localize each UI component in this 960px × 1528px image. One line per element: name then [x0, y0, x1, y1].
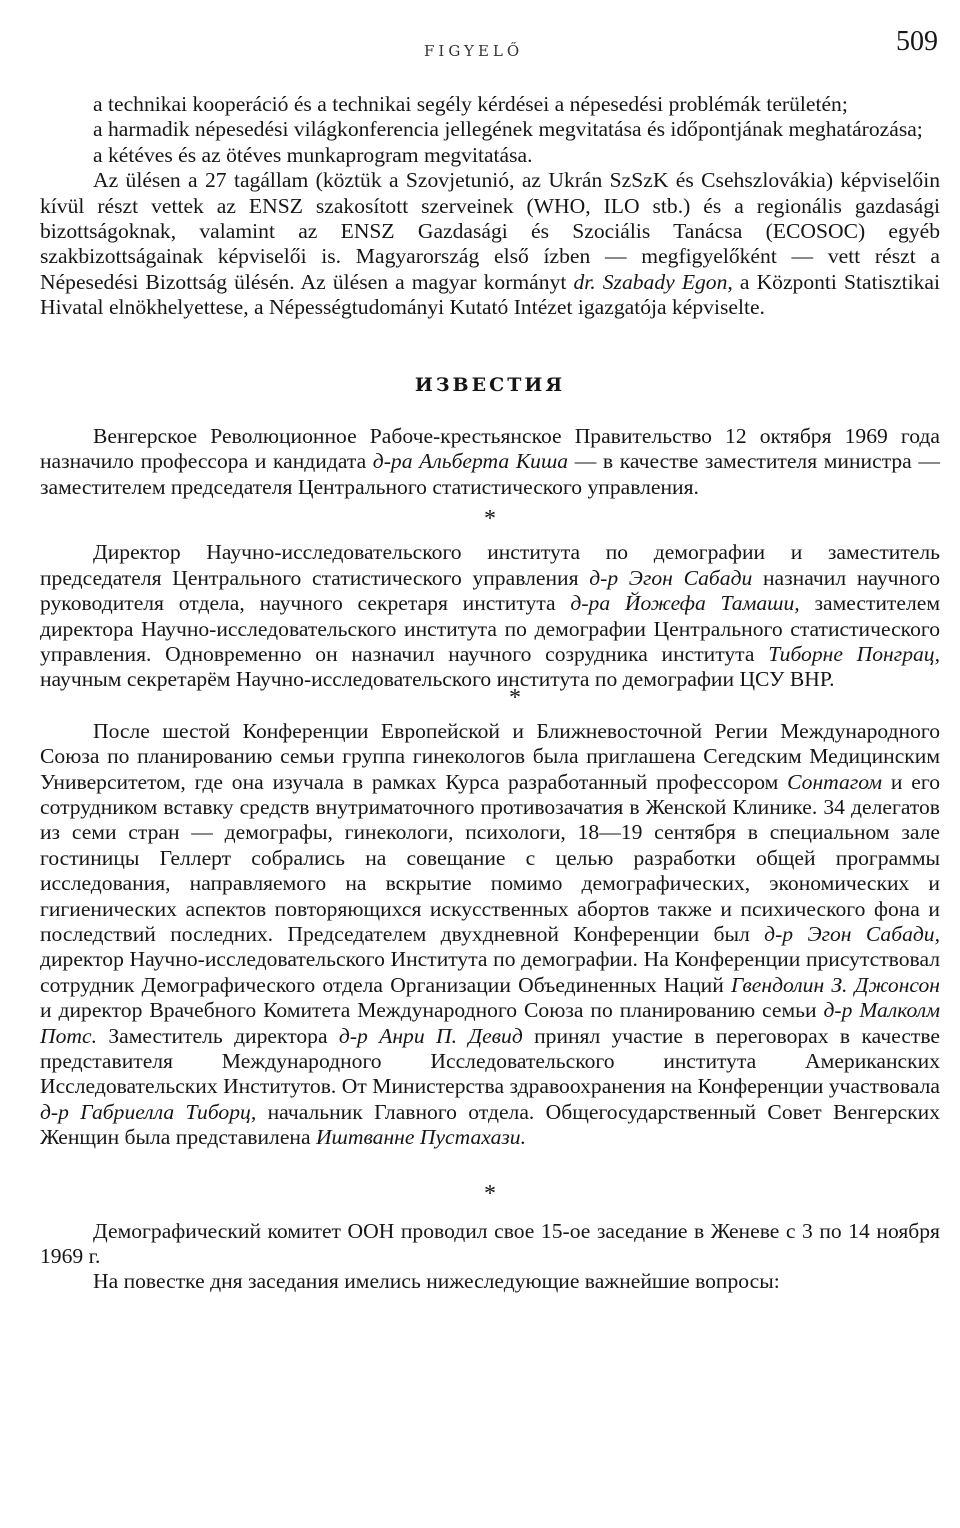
news3-text-a: После шестой Конференции Европейской и Ближневосточной Регии Международного Союза по планированию семьи группа гинекологов была приглашена Сегедским Медицинским Университетом, где она изучала в рамках Курса разработанный профессором [40, 718, 940, 794]
news3-text-b: и его сотрудником вставку средств внутриматочного противозачатия в Женской Клинике. 34 делегатов из семи стран — демографы, гинекологи, психологи, 18—19 сентября в специальном зале гостиницы Геллерт собрались на совещание с целью разработки общей программы исследования, направляемого на вскрытие помимо демографических, экономических и гигиенических аспектов повторяющихся искусственных абортов также и психического фона и последствий последних. Председателем двухдневной Конференции был [40, 769, 940, 946]
news3-name-4: д-р Малколм Потс. [40, 998, 940, 1048]
news-item-1 [40, 424, 940, 500]
hungarian-text-b: a Központi Statisztikai Hivatal elnökhelyettese, a Népességtudományi Kutató Intézet igazgatója képviselte. [40, 269, 940, 320]
news2-name-1: д-р Эгон Сабади [589, 565, 753, 590]
agenda-item-1: a technikai kooperáció és a technikai segély kérdései a népesedési problémák területén; [93, 92, 848, 116]
news2-text-a: Директор Научно-исследовательского института по демографии и заместитель председателя Центрального статистического управления [40, 540, 940, 590]
section-title: ИЗВЕСТИЯ [414, 373, 566, 396]
news3-name-7: Иштванне Пустахази. [315, 1125, 527, 1150]
hungarian-text-a: Az ülésen a 27 tagállam (köztük a Szovjetunió, az Ukrán SzSzK és Csehszlovákia) képviselőin kívül részt vettek az ENSZ szakosított szerveinek (WHO, ILO stb.) és a regionális gazdasági bizottságoknak, valamint az ENSZ Gazdasági és Szociális Tanácsa (ECOSOC) egyéb szakbizottságainak képviselői is. Magyarország első ízben — megfigyelőként — vett részt a Népesedési Bizottság ülésén. Az ülésen a magyar kormányt [40, 168, 940, 294]
news2-name-3: Тиборне Понграц, [768, 641, 940, 666]
news3-text-g: начальник Главного отдела. Общегосударственный Совет Венгерских Женщин была представилена [40, 1099, 940, 1150]
news3-text-c: директор Научно-исследовательского Института по демографии. На Конференции присутствовал сотрудник Демографического отдела Организации Объединенных Наций [40, 947, 940, 997]
news-item-2 [40, 540, 940, 692]
running-head: FIGYELŐ [424, 42, 524, 60]
hungarian-paragraph [40, 168, 940, 320]
news2-text-c: заместителем директора Научно-исследовательского института по демографии Центрального статистического управления. Одновременно он назначил научного созрудника института [40, 591, 940, 666]
news3-name-2: д-р Эгон Сабади, [764, 921, 941, 946]
news-item-4: Демографический комитет ООН проводил свое 15-ое заседание в Женеве с 3 по 14 ноября 1969 г. [40, 1218, 940, 1269]
page-body [40, 92, 940, 1295]
news3-text-f: принял участие в переговорах в качестве представителя Международного Исследовательского института Американских Исследовательских Институтов. От Министерства здравоохранения на Конференции участвовала [40, 1023, 940, 1099]
agenda-item-2: a harmadik népesedési világkonferencia jellegének megvitatása és időpontjának meghatározása; [93, 117, 923, 142]
news3-name-5: д-р Анри П. Девид [338, 1023, 523, 1048]
news2-text-b: назначил научного руководителя отдела, научного секретаря института [40, 565, 940, 616]
news1-text-a: Венгерское Революционное Рабоче-крестьянское Правительство 12 октября 1969 года назначило профессора и кандидата [40, 424, 940, 474]
news3-text-e: Заместитель директора [96, 1023, 339, 1048]
person-name: dr. Szabady Egon, [573, 269, 733, 294]
agenda-item-3: a kétéves és az ötéves munkaprogram megvitatása. [93, 142, 533, 167]
news3-name-3: Гвендолин З. Джонсон [730, 972, 940, 997]
page-number: 509 [896, 26, 938, 57]
news2-text-d: научным секретарём Научно-исследовательского института по демографии ЦСУ ВНР. [40, 667, 835, 692]
news2-name-2: д-ра Йожефа Тамаши, [570, 591, 800, 616]
separator-star: * [484, 1180, 496, 1207]
news1-text-b: — в качестве заместителя министра — заместителем председателя Центрального статистического управления. [40, 449, 940, 499]
news3-name-6: д-р Габриелла Тиборц, [40, 1099, 257, 1124]
news-item-4-agenda: На повестке дня заседания имелись нижеследующие важнейшие вопросы: [93, 1269, 780, 1294]
news3-name-1: Сонтагом [787, 769, 883, 794]
news1-person-name: д-ра Альберта Киша [372, 449, 569, 474]
news-item-3 [40, 719, 940, 1151]
news3-text-d: и директор Врачебного Комитета Международного Союза по планированию семьи [40, 998, 824, 1023]
separator-star: * [484, 506, 496, 533]
page-header [0, 22, 960, 62]
separator-star: * [509, 684, 521, 711]
